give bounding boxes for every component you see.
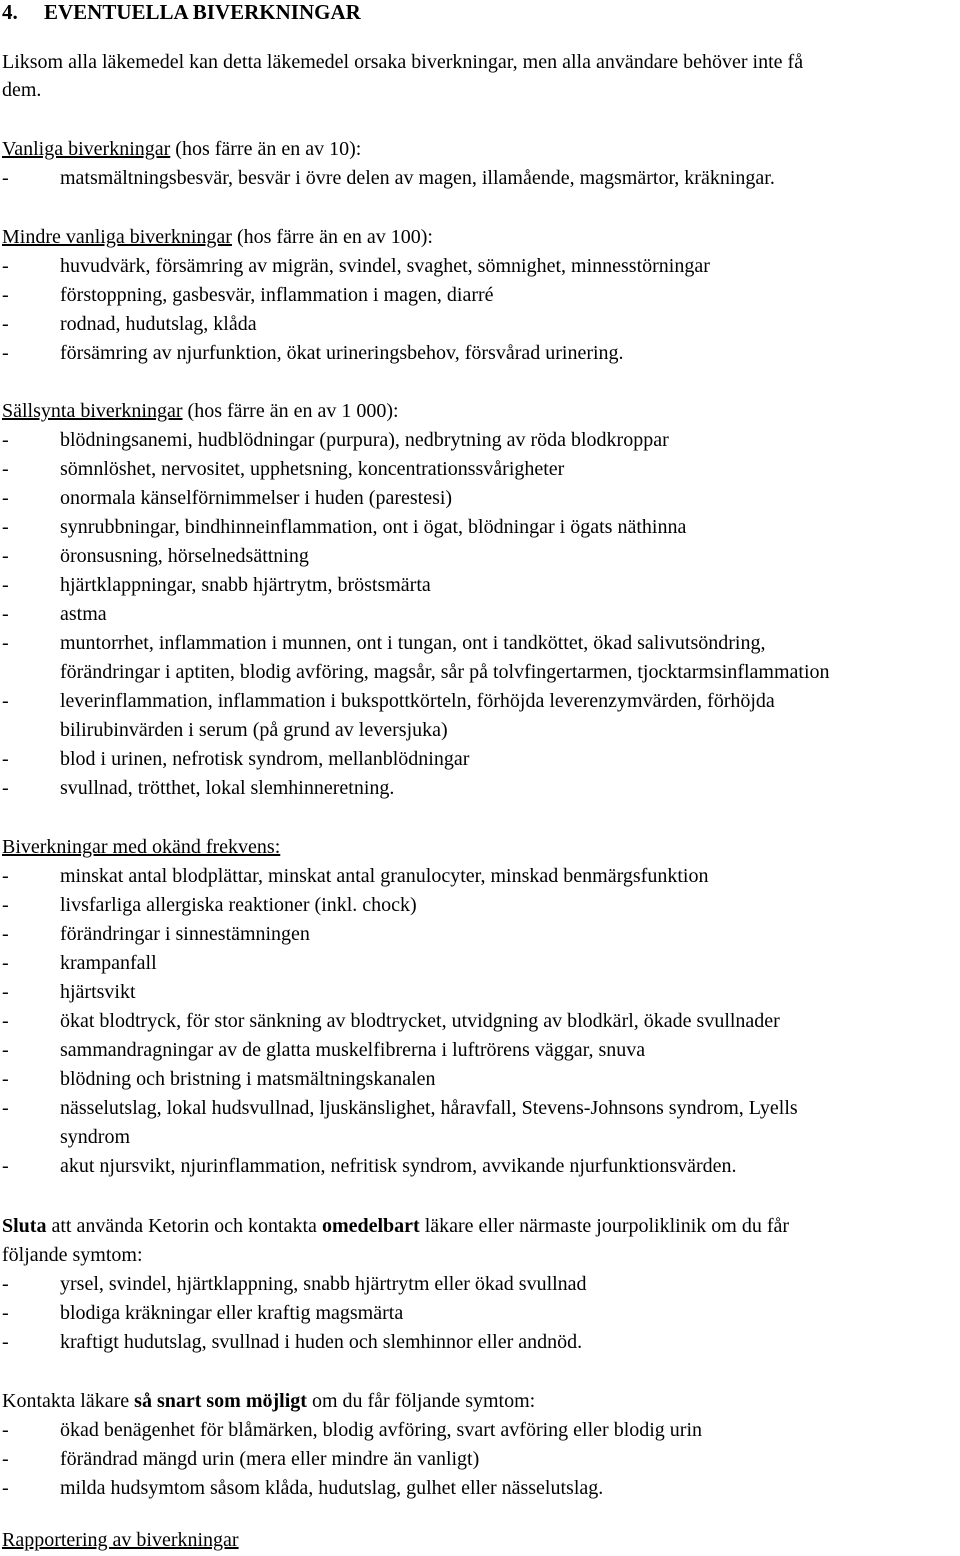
list-item: - leverinflammation, inflammation i bukspottkörteln, förhöjda leverenzymvärden, förhöjda: [2, 690, 775, 712]
stop-emphasis: Sluta: [2, 1215, 47, 1237]
list-item: - förändringar i sinnestämningen: [2, 923, 310, 945]
list-item: - akut njursvikt, njurinflammation, nefritisk syndrom, avvikande njurfunktionsvärden.: [2, 1155, 737, 1177]
list-item: - svullnad, trötthet, lokal slemhinneretning.: [2, 777, 395, 799]
rare-title: Sällsynta biverkningar: [2, 400, 183, 422]
list-item: - muntorrhet, inflammation i munnen, ont i tungan, ont i tandköttet, ökad salivutsöndring,: [2, 632, 766, 654]
section-heading: [2, 0, 361, 24]
contact-paragraph: Kontakta läkare så snart som möjligt om du får följande symtom:: [2, 1390, 536, 1412]
list-item: - huvudvärk, försämring av migrän, svindel, svaghet, sömnighet, minnesstörningar: [2, 255, 710, 277]
list-item-continuation: förändringar i aptiten, blodig avföring, magsår, sår på tolvfingertarmen, tjocktarmsinflammation: [60, 661, 830, 683]
list-item: - krampanfall: [2, 952, 157, 974]
list-item: - rodnad, hudutslag, klåda: [2, 313, 257, 335]
list-item: - öronsusning, hörselnedsättning: [2, 545, 309, 567]
list-item: - blödningsanemi, hudblödningar (purpura), nedbrytning av röda blodkroppar: [2, 429, 669, 451]
list-item: - milda hudsymtom såsom klåda, hudutslag, gulhet eller nässelutslag.: [2, 1477, 604, 1499]
report-title: Rapportering av biverkningar: [2, 1529, 239, 1551]
unknown-heading: [2, 835, 280, 859]
list-item: - matsmältningsbesvär, besvär i övre delen av magen, illamående, magsmärtor, kräkningar.: [2, 167, 775, 189]
uncommon-heading: [2, 225, 433, 249]
common-heading: [2, 137, 361, 161]
list-item: - sömnlöshet, nervositet, upphetsning, koncentrationssvårigheter: [2, 458, 565, 480]
list-item: - blod i urinen, nefrotisk syndrom, mellanblödningar: [2, 748, 470, 770]
list-item: - onormala känselförnimmelser i huden (parestesi): [2, 487, 453, 509]
common-title: Vanliga biverkningar: [2, 138, 171, 160]
stop-paragraph-line-2: följande symtom:: [2, 1244, 143, 1266]
uncommon-title: Mindre vanliga biverkningar: [2, 226, 232, 248]
list-item: - försämring av njurfunktion, ökat urineringsbehov, försvårad urinering.: [2, 342, 624, 364]
intro-line-2: dem.: [2, 79, 42, 101]
unknown-title: Biverkningar med okänd frekvens:: [2, 836, 281, 858]
list-item: - blödning och bristning i matsmältningskanalen: [2, 1068, 436, 1090]
rare-heading: [2, 399, 399, 423]
list-item: - yrsel, svindel, hjärtklappning, snabb hjärtrytm eller ökad svullnad: [2, 1273, 587, 1295]
intro-line-1: Liksom alla läkemedel kan detta läkemedel orsaka biverkningar, men alla användare behöver inte få: [2, 51, 804, 73]
list-item: - minskat antal blodplättar, minskat antal granulocyter, minskad benmärgsfunktion: [2, 865, 709, 887]
asap-emphasis: så snart som möjligt: [134, 1390, 307, 1412]
list-item: - blodiga kräkningar eller kraftig magsmärta: [2, 1302, 404, 1324]
uncommon-frequency: (hos färre än en av 100):: [231, 226, 433, 248]
rare-frequency: (hos färre än en av 1 000):: [182, 400, 399, 422]
list-item: - förstoppning, gasbesvär, inflammation i magen, diarré: [2, 284, 494, 306]
list-item: - ökat blodtryck, för stor sänkning av blodtrycket, utvidgning av blodkärl, ökade svullnader: [2, 1010, 780, 1032]
list-item: - kraftigt hudutslag, svullnad i huden och slemhinnor eller andnöd.: [2, 1331, 583, 1353]
stop-paragraph-line-1: Sluta att använda Ketorin och kontakta omedelbart läkare eller närmaste jourpoliklinik om du får: [2, 1215, 790, 1237]
section-title: EVENTUELLA BIVERKNINGAR: [44, 0, 361, 24]
list-item: - hjärtsvikt: [2, 981, 136, 1003]
common-frequency: (hos färre än en av 10):: [170, 138, 362, 160]
section-number: 4.: [2, 0, 18, 24]
list-item: - hjärtklappningar, snabb hjärtrytm, bröstsmärta: [2, 574, 431, 596]
list-item: - nässelutslag, lokal hudsvullnad, ljuskänslighet, håravfall, Stevens-Johnsons syndrom, Lyells: [2, 1097, 798, 1119]
list-item: - astma: [2, 603, 107, 625]
list-item: - förändrad mängd urin (mera eller mindre än vanligt): [2, 1448, 480, 1470]
list-item: - ökad benägenhet för blåmärken, blodig avföring, svart avföring eller blodig urin: [2, 1419, 703, 1441]
list-item-continuation: bilirubinvärden i serum (på grund av leversjuka): [60, 719, 448, 741]
list-item: - sammandragningar av de glatta muskelfibrerna i luftrörens väggar, snuva: [2, 1039, 646, 1061]
list-item: - synrubbningar, bindhinneinflammation, ont i ögat, blödningar i ögats näthinna: [2, 516, 687, 538]
list-item: - livsfarliga allergiska reaktioner (inkl. chock): [2, 894, 417, 916]
immediately-emphasis: omedelbart: [321, 1215, 420, 1237]
report-heading: [2, 1528, 239, 1552]
list-item-continuation: syndrom: [60, 1126, 130, 1148]
